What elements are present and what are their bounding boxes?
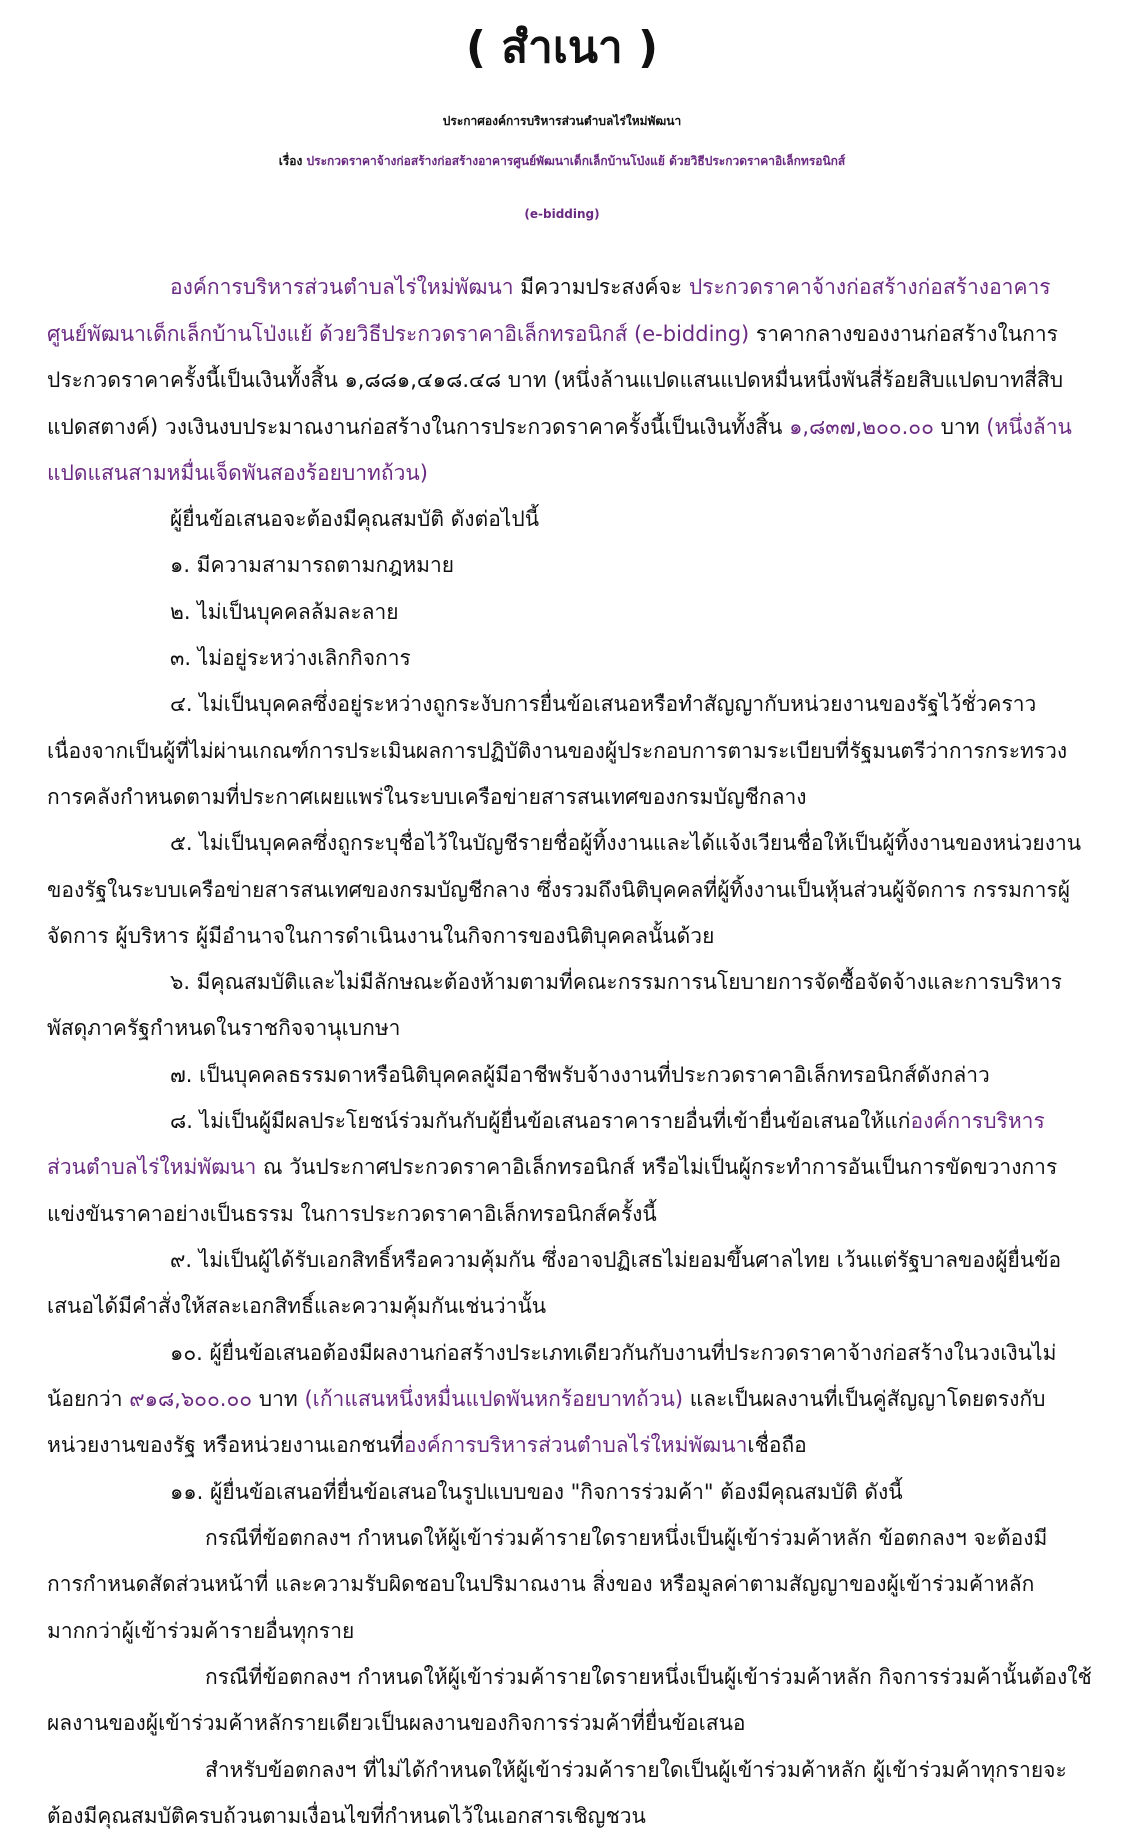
item-text: และเป็นผลงานที่เป็นคู่สัญญาโดยตรงกับ [683, 1387, 1046, 1411]
org-name: องค์การบริหาร [910, 1109, 1045, 1133]
work-amount-words: (เก้าแสนหนึ่งหมื่นแปดพันหกร้อยบาทถ้วน) [304, 1387, 684, 1411]
intro-line-5: แปดแสนสามหมื่นเจ็ดพันสองร้อยบาทถ้วน) [47, 461, 428, 485]
joint-venture-case-1-cont: มากกว่าผู้เข้าร่วมค้ารายอื่นทุกราย [47, 1619, 355, 1643]
qualification-item-10: ๑๐. ผู้ยื่นข้อเสนอต้องมีผลงานก่อสร้างประเภทเดียวกันกับงานที่ประกวดราคาจ้างก่อสร้างในวงเงินไม่ [170, 1341, 1057, 1365]
currency-text: บาท [933, 415, 987, 439]
intro-line-1 [170, 272, 1051, 302]
joint-venture-case-2-cont: ผลงานของผู้เข้าร่วมค้าหลักรายเดียวเป็นผลงานของกิจการร่วมค้าที่ยื่นข้อเสนอ [47, 1711, 746, 1735]
qualification-item-9-cont: เสนอได้มีคำสั่งให้สละเอกสิทธิ์และความคุ้มกันเช่นว่านั้น [47, 1294, 547, 1318]
qualification-item-3: ๓. ไม่อยู่ระหว่างเลิกกิจการ [170, 646, 411, 670]
intro-line-3: ประกวดราคาครั้งนี้เป็นเงินทั้งสิ้น ๑,๘๘๑,๔๑๘.๔๘ บาท (หนึ่งล้านแปดแสนแปดหมื่นหนึ่งพันสี่ร้อยสิบแปดบาทสี่สิบ [47, 368, 1064, 392]
qualification-item-10-cont [47, 1430, 807, 1460]
joint-venture-case-1: กรณีที่ข้อตกลงฯ กำหนดให้ผู้เข้าร่วมค้ารายใดรายหนึ่งเป็นผู้เข้าร่วมค้าหลัก ข้อตกลงฯ จะต้องมี [205, 1526, 1048, 1550]
org-name: องค์การบริหารส่วนตำบลไร่ใหม่พัฒนา [403, 1433, 748, 1457]
qualification-item-8 [170, 1106, 1045, 1136]
qualification-item-9: ๙. ไม่เป็นผู้ได้รับเอกสิทธิ์หรือความคุ้มกัน ซึ่งอาจปฏิเสธไม่ยอมขึ้นศาลไทย เว้นแต่รัฐบาลของผู้ยื่นข้อ [170, 1248, 1062, 1272]
item-text: หน่วยงานของรัฐ หรือหน่วยงานเอกชนที่ [47, 1433, 404, 1457]
joint-venture-case-1-cont: การกำหนดสัดส่วนหน้าที่ และความรับผิดชอบในปริมาณงาน สิ่งของ หรือมูลค่าตามสัญญาของผู้เข้าร่วมค้าหลัก [47, 1572, 1035, 1596]
qualification-item-8-cont: แข่งขันราคาอย่างเป็นธรรม ในการประกวดราคาอิเล็กทรอนิกส์ครั้งนี้ [47, 1202, 657, 1226]
subject-text: ประกวดราคาจ้างก่อสร้างก่อสร้างอาคารศูนย์พัฒนาเด็กเล็กบ้านโป่งแย้ ด้วยวิธีประกวดราคาอิเล็กทรอนิกส์ [306, 154, 846, 168]
qualification-item-4: ๔. ไม่เป็นบุคคลซึ่งอยู่ระหว่างถูกระงับการยื่นข้อเสนอหรือทำสัญญากับหน่วยงานของรัฐไว้ชั่วคราว [170, 692, 1037, 716]
work-amount: ๙๑๘,๖๐๐.๐๐ [129, 1387, 253, 1411]
announcement-title: ประกาศองค์การบริหารส่วนตำบลไร่ใหม่พัฒนา [442, 114, 682, 128]
qualification-item-6: ๖. มีคุณสมบัติและไม่มีลักษณะต้องห้ามตามที่คณะกรรมการนโยบายการจัดซื้อจัดจ้างและการบริหาร [170, 970, 1062, 994]
qualification-item-1: ๑. มีความสามารถตามกฎหมาย [170, 553, 455, 577]
item-text: น้อยกว่า [47, 1387, 130, 1411]
qualification-item-4-cont: การคลังกำหนดตามที่ประกาศเผยแพร่ในระบบเครือข่ายสารสนเทศของกรมบัญชีกลาง [47, 785, 807, 809]
budget-amount: ๑,๘๓๗,๒๐๐.๐๐ [789, 415, 934, 439]
joint-venture-case-3-cont: ต้องมีคุณสมบัติครบถ้วนตามเงื่อนไขที่กำหนดไว้ในเอกสารเชิญชวน [47, 1804, 646, 1828]
announcement-subject [0, 146, 1124, 176]
copy-heading: ( สำเนา ) [465, 22, 659, 73]
project-name-cont: ศูนย์พัฒนาเด็กเล็กบ้านโป่งแย้ ด้วยวิธีประกวดราคาอิเล็กทรอนิกส์ (e-bidding) [47, 322, 750, 346]
qualification-item-5-cont: จัดการ ผู้บริหาร ผู้มีอำนาจในการดำเนินงานในกิจการของนิติบุคคลนั้นด้วย [47, 924, 715, 948]
intro-text: ราคากลางของงานก่อสร้างในการ [749, 322, 1058, 346]
qualification-item-11: ๑๑. ผู้ยื่นข้อเสนอที่ยื่นข้อเสนอในรูปแบบของ "กิจการร่วมค้า" ต้องมีคุณสมบัติ ดังนี้ [170, 1480, 903, 1504]
budget-words: (หนึ่งล้าน [986, 415, 1072, 439]
qualification-item-6-cont: พัสดุภาครัฐกำหนดในราชกิจจานุเบกษา [47, 1016, 401, 1040]
joint-venture-case-2: กรณีที่ข้อตกลงฯ กำหนดให้ผู้เข้าร่วมค้ารายใดรายหนึ่งเป็นผู้เข้าร่วมค้าหลัก กิจการร่วมค้านั้นต้องใช้ [205, 1665, 1092, 1689]
qualification-item-8-cont [47, 1152, 1057, 1182]
qualification-item-7: ๗. เป็นบุคคลธรรมดาหรือนิติบุคคลผู้มีอาชีพรับจ้างงานที่ประกวดราคาอิเล็กทรอนิกส์ดังกล่าว [170, 1063, 990, 1087]
qualifications-intro: ผู้ยื่นข้อเสนอจะต้องมีคุณสมบัติ ดังต่อไปนี้ [170, 507, 540, 531]
qualification-item-5-cont: ของรัฐในระบบเครือข่ายสารสนเทศของกรมบัญชีกลาง ซึ่งรวมถึงนิติบุคคลที่ผู้ทิ้งงานเป็นหุ้นส่วนผู้จัดการ กรรมการผู้ [47, 878, 1071, 902]
item-text: ๘. ไม่เป็นผู้มีผลประโยชน์ร่วมกันกับผู้ยื่นข้อเสนอราคารายอื่นที่เข้ายื่นข้อเสนอให้แก่ [170, 1109, 911, 1133]
org-name: ส่วนตำบลไร่ใหม่พัฒนา [47, 1155, 257, 1179]
intro-line-2 [47, 319, 1058, 349]
qualification-item-4-cont: เนื่องจากเป็นผู้ที่ไม่ผ่านเกณฑ์การประเมินผลการปฏิบัติงานของผู้ประกอบการตามระเบียบที่รัฐมนตรีว่าการกระทรวง [47, 739, 1068, 763]
joint-venture-case-3: สำหรับข้อตกลงฯ ที่ไม่ได้กำหนดให้ผู้เข้าร่วมค้ารายใดเป็นผู้เข้าร่วมค้าหลัก ผู้เข้าร่วมค้าทุกรายจะ [205, 1758, 1067, 1782]
item-text: ณ วันประกาศประกวดราคาอิเล็กทรอนิกส์ หรือไม่เป็นผู้กระทำการอันเป็นการขัดขวางการ [256, 1155, 1058, 1179]
currency-text: บาท [252, 1387, 305, 1411]
intro-line-4 [47, 412, 1072, 442]
item-text: เชื่อถือ [747, 1433, 807, 1457]
project-name: ประกวดราคาจ้างก่อสร้างก่อสร้างอาคาร [688, 275, 1051, 299]
intro-text: มีความประสงค์จะ [513, 275, 689, 299]
org-name: องค์การบริหารส่วนตำบลไร่ใหม่พัฒนา [170, 275, 514, 299]
subject-prefix: เรื่อง [278, 154, 303, 168]
qualification-item-10-cont [47, 1384, 1045, 1414]
qualification-item-2: ๒. ไม่เป็นบุคคลล้มละลาย [170, 600, 399, 624]
intro-text: แปดสตางค์) วงเงินงบประมาณงานก่อสร้างในการประกวดราคาครั้งนี้เป็นเงินทั้งสิ้น [47, 415, 790, 439]
subject-continuation: (e-bidding) [524, 207, 600, 221]
qualification-item-5: ๕. ไม่เป็นบุคคลซึ่งถูกระบุชื่อไว้ในบัญชีรายชื่อผู้ทิ้งงานและได้แจ้งเวียนชื่อให้เป็นผู้ทิ้งงานของหน่วยงาน [170, 831, 1082, 855]
